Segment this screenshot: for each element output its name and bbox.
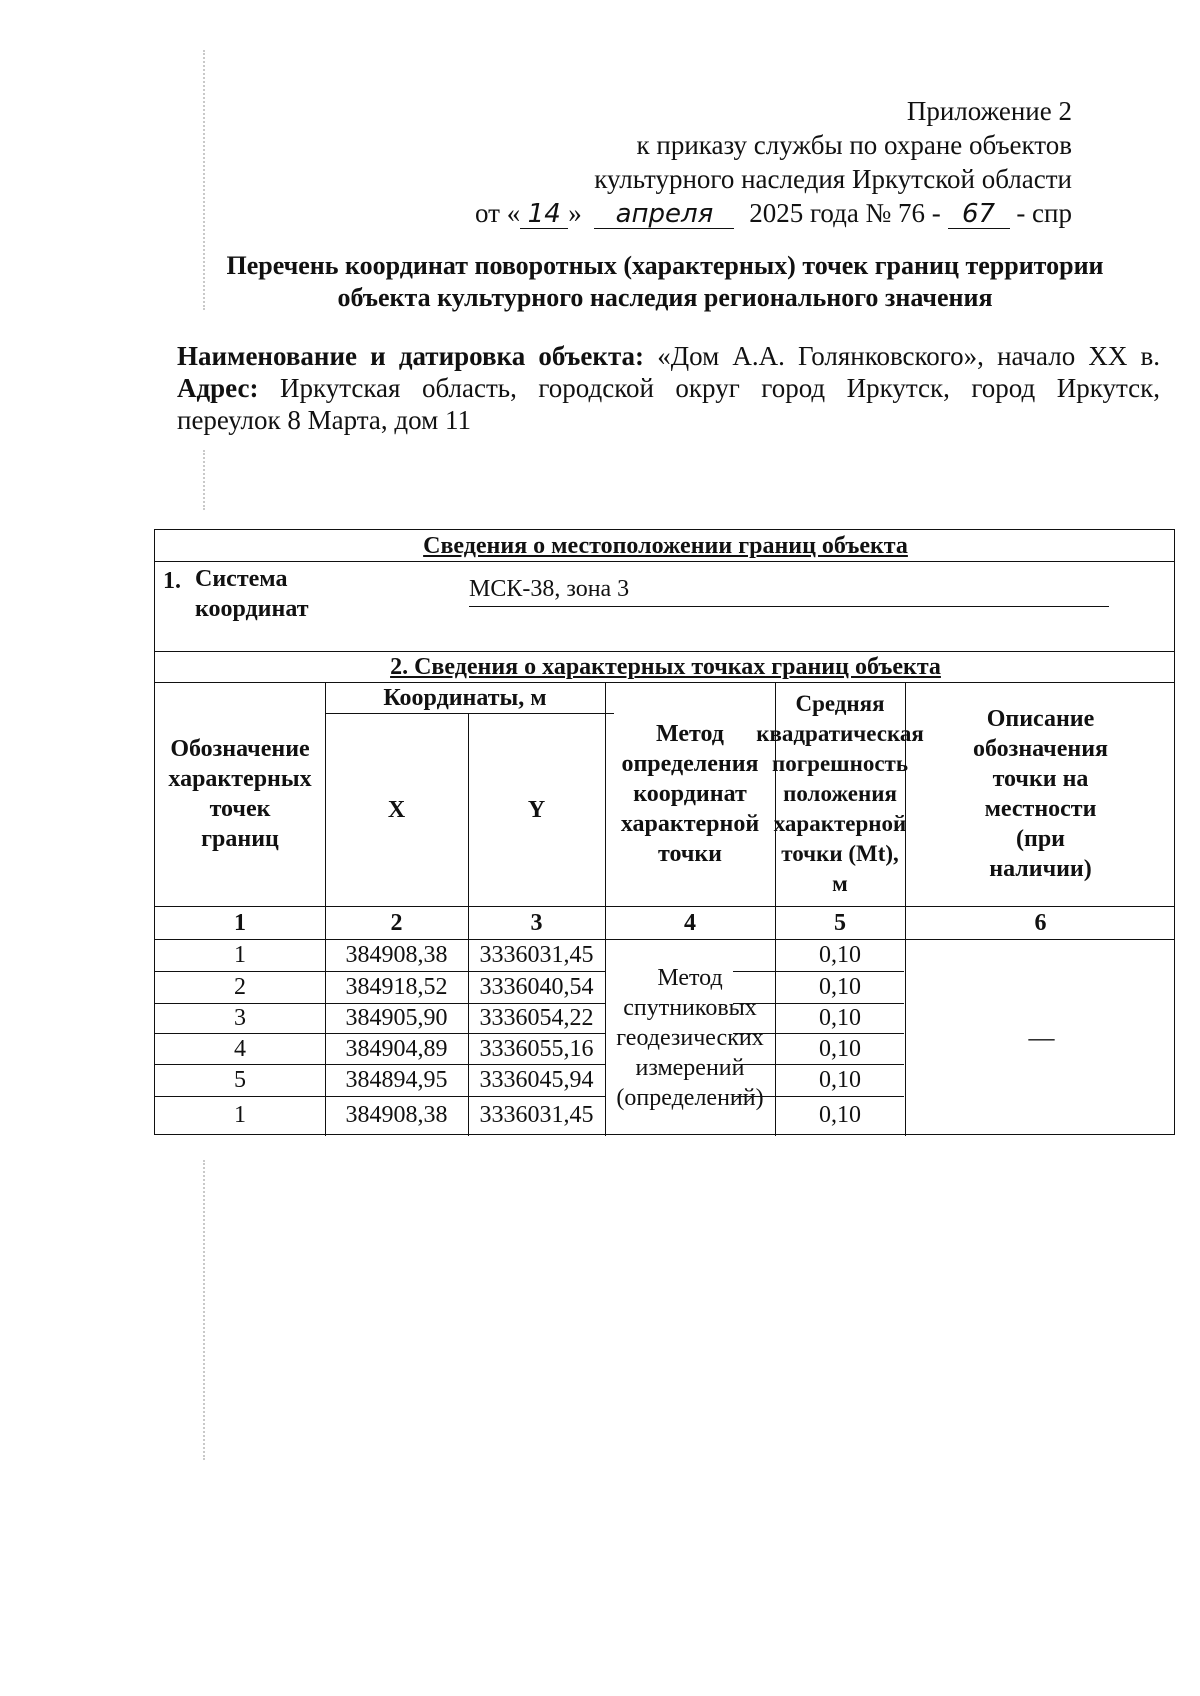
document-title: [170, 250, 1160, 314]
header-y: Y: [527, 796, 546, 823]
column-number: 6: [1034, 909, 1047, 936]
object-name-value: «Дом А.А. Голянковского», начало XX в.: [657, 341, 1160, 371]
header-designation: Обозначение характерных точек границ: [168, 736, 312, 852]
point-id: 2: [234, 974, 246, 1000]
x-value: 384904,89: [345, 1035, 448, 1062]
column-number: 2: [390, 909, 403, 936]
object-address-line: [177, 372, 1160, 404]
title-line-1: Перечень координат поворотных (характерных) точек границ территории: [226, 251, 1104, 280]
mt-value: 0,10: [819, 1102, 861, 1128]
point-id: 4: [234, 1035, 246, 1062]
mt-value: 0,10: [819, 1005, 861, 1031]
header-description: Описание обозначения точки на местности (при наличии): [972, 706, 1109, 882]
column-number: 3: [530, 909, 543, 936]
appendix-line-3: культурного наследия Иркутской области: [594, 164, 1072, 194]
column-number: 1: [234, 909, 246, 936]
appendix-line-1: Приложение 2: [906, 96, 1072, 126]
x-value: 384908,38: [345, 942, 448, 968]
x-value: 384908,38: [345, 1102, 448, 1128]
title-line-2: объекта культурного наследия регионального значения: [337, 283, 993, 312]
mt-value: 0,10: [819, 1067, 861, 1093]
object-address-line-2: переулок 8 Марта, дом 11: [177, 405, 471, 435]
date-mid: »: [568, 198, 582, 228]
header-error: Средняя квадратическая погрешность положения характерной точки (Mt), м: [756, 691, 924, 896]
coord-system-number: 1.: [163, 568, 181, 594]
column-number: 4: [684, 909, 696, 936]
scan-artifact: [203, 1160, 205, 1460]
y-value: 3336040,54: [479, 974, 594, 1000]
column-number: 5: [834, 909, 846, 936]
object-name-line: [177, 340, 1160, 372]
mt-value: 0,10: [819, 942, 861, 968]
points-title: 2. Сведения о характерных точках границ объекта: [390, 653, 941, 680]
order-suffix: - спр: [1016, 198, 1072, 228]
coord-system-label: [195, 564, 309, 624]
object-info: [177, 340, 1160, 436]
boundary-table: [154, 529, 1175, 1135]
method-merged-cell: Метод спутниковых геодезических измерений (определений): [616, 964, 764, 1111]
y-value: 3336045,94: [479, 1067, 594, 1093]
mt-value: 0,10: [819, 1035, 861, 1062]
appendix-line-2: к приказу службы по охране объектов: [636, 130, 1072, 160]
appendix-date-line: [352, 196, 1072, 230]
object-address-label: Адрес:: [177, 373, 259, 403]
header-x: X: [387, 796, 406, 823]
y-value: 3336031,45: [479, 1102, 594, 1128]
section-title: Сведения о местоположении границ объекта: [423, 532, 908, 559]
handwritten-day: 14: [520, 200, 568, 229]
coord-system-label-2: координат: [195, 596, 309, 622]
handwritten-month: апреля: [594, 200, 734, 229]
point-id: 1: [234, 1102, 246, 1128]
appendix-header: [352, 94, 1072, 230]
header-coords: Координаты, м: [383, 684, 547, 711]
scan-artifact: [203, 450, 205, 510]
y-value: 3336055,16: [479, 1035, 594, 1062]
date-prefix: от «: [475, 198, 521, 228]
y-value: 3336031,45: [479, 942, 594, 968]
y-value: 3336054,22: [479, 1005, 594, 1031]
year-text: 2025 года № 76 -: [749, 198, 941, 228]
point-id: 3: [234, 1005, 246, 1031]
point-id: 1: [234, 942, 246, 968]
x-value: 384894,95: [345, 1067, 448, 1093]
x-value: 384918,52: [345, 974, 448, 1000]
handwritten-order-number: 67: [948, 200, 1010, 229]
description-merged-cell: —: [1028, 1022, 1055, 1052]
object-address-value-1: Иркутская область, городской округ город Иркутск, город Иркутск,: [280, 373, 1161, 403]
point-id: 5: [234, 1067, 246, 1093]
coord-system-value: МСК-38, зона 3: [469, 574, 1109, 607]
header-method: Метод определения координат характерной точки: [620, 721, 760, 867]
x-value: 384905,90: [345, 1005, 448, 1031]
object-name-label: Наименование и датировка объекта:: [177, 341, 645, 371]
coord-system-label-1: Система: [195, 566, 288, 592]
mt-value: 0,10: [819, 974, 861, 1000]
